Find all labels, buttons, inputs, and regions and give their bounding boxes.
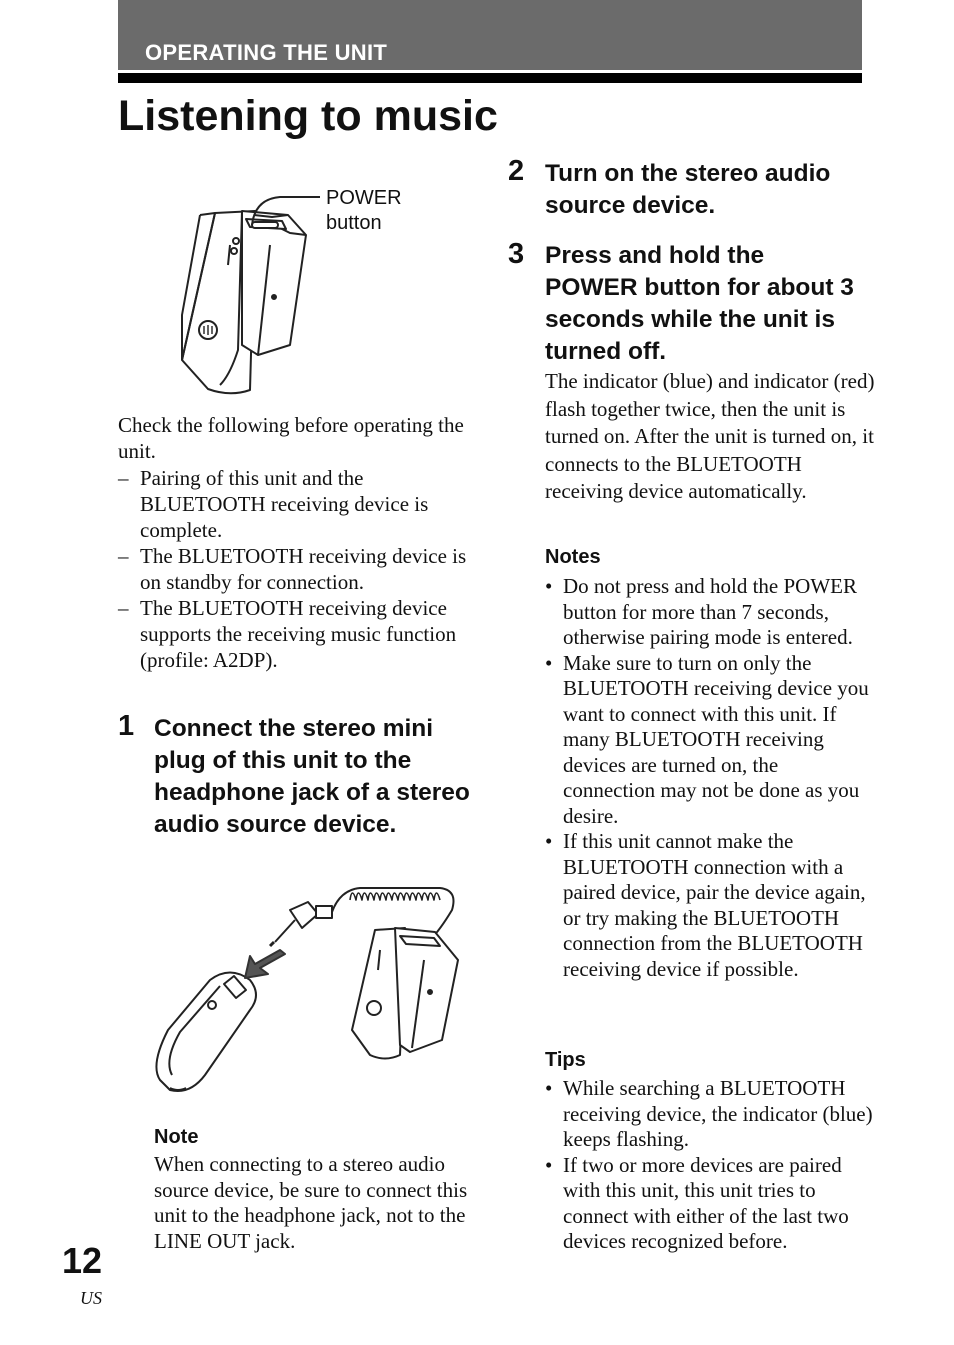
list-item: • If this unit cannot make the BLUETOOTH connection with a paired device, pair the device again, or try making the BLUETOOTH connection from the BLUETOOTH receiving device if possible.: [545, 829, 875, 982]
page-region: US: [80, 1288, 102, 1308]
list-item: • Do not press and hold the POWER button for more than 7 seconds, otherwise pairing mode is entered.: [545, 574, 875, 651]
page-number: 12: [62, 1240, 103, 1281]
power-button-callout: POWER button: [326, 187, 402, 234]
step-3-number: 3: [508, 238, 525, 270]
header-rule: [118, 73, 862, 83]
step-1-text: Connect the stereo mini plug of this unit to the headphone jack of a stereo audio source device.: [154, 715, 470, 838]
list-item: • While searching a BLUETOOTH receiving device, the indicator (blue) keeps flashing.: [545, 1076, 875, 1153]
list-item: • If two or more devices are paired with this unit, this unit tries to connect with either of the last two devices recognized before.: [545, 1153, 875, 1255]
list-item: – Pairing of this unit and the BLUETOOTH receiving device is complete.: [118, 465, 488, 543]
notes-heading: Notes: [545, 546, 601, 568]
tips-list: [545, 1076, 875, 1255]
step-2-text: Turn on the stereo audio source device.: [545, 160, 831, 219]
list-item: • Make sure to turn on only the BLUETOOTH receiving device you want to connect with this unit. If many BLUETOOTH receiving devices are turned on, the connection may not be done as you desire.: [545, 651, 875, 830]
notes-list: [545, 574, 875, 982]
step-1-number: 1: [118, 710, 135, 742]
step-2-number: 2: [508, 155, 525, 187]
intro-text: Check the following before operating the unit.: [118, 413, 464, 463]
stereo-plug-connection-illustration: [150, 880, 470, 1105]
page-title: Listening to music: [118, 92, 498, 140]
pre-check-list: [118, 465, 488, 673]
step-1-note-heading: Note: [154, 1126, 199, 1148]
section-header: OPERATING THE UNIT: [145, 40, 388, 65]
step-3-description: The indicator (blue) and indicator (red) flash together twice, then the unit is turned on. After the unit is turned on, it connects to the BLUETOOTH receiving device automatically.: [545, 369, 875, 503]
step-1-note-text: When connecting to a stereo audio source device, be sure to connect this unit to the headphone jack, not to the LINE OUT jack.: [154, 1152, 468, 1253]
step-3-text: Press and hold the POWER button for about 3 seconds while the unit is turned off.: [545, 242, 854, 365]
tips-heading: Tips: [545, 1049, 586, 1071]
list-item: – The BLUETOOTH receiving device supports the receiving music function (profile: A2DP).: [118, 595, 488, 673]
list-item: – The BLUETOOTH receiving device is on standby for connection.: [118, 543, 488, 595]
